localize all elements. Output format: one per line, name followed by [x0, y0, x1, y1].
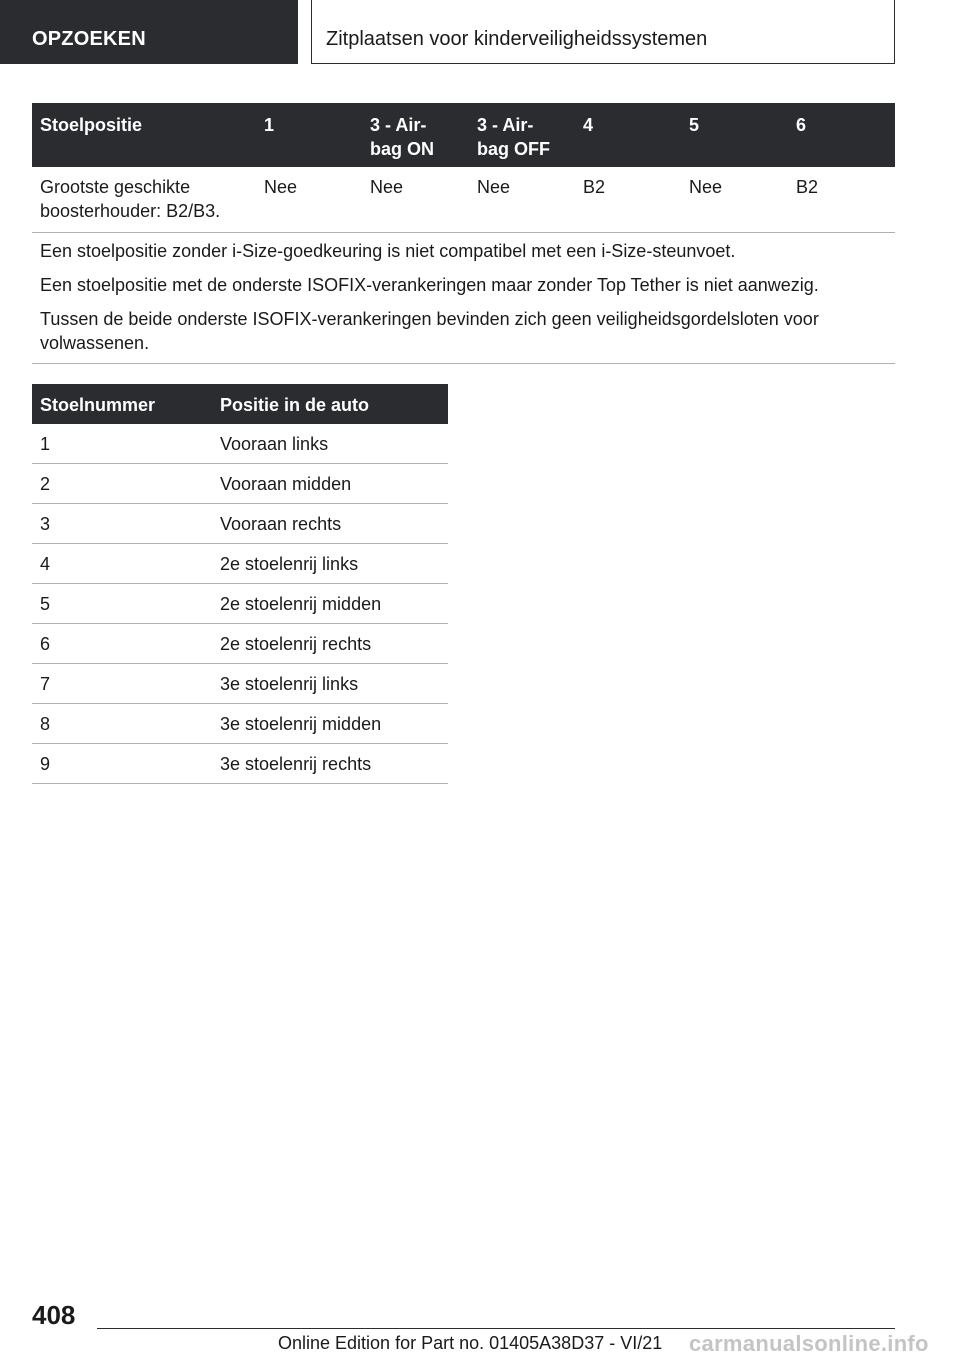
table-cell: 3e stoelenrij rechts: [212, 744, 448, 784]
table-row: [32, 744, 448, 784]
table-row: [32, 544, 448, 584]
header-cell: 3 - Air- bag ON: [362, 103, 469, 167]
table-cell: B2: [575, 167, 681, 233]
table-row: [32, 704, 448, 744]
table-cell: 2: [32, 464, 212, 504]
table-cell: 5: [32, 584, 212, 624]
edition-text: Online Edition for Part no. 01405A38D37 - VI/21: [278, 1333, 663, 1353]
table-cell: 3e stoelenrij links: [212, 664, 448, 704]
table-row: [32, 167, 895, 233]
header-cell: Stoelnummer: [32, 384, 212, 424]
table-cell: Nee: [362, 167, 469, 233]
table-cell: 7: [32, 664, 212, 704]
table-cell: 2e stoelenrij midden: [212, 584, 448, 624]
table-cell: Vooraan links: [212, 424, 448, 464]
table-cell: 4: [32, 544, 212, 584]
table-cell: Nee: [681, 167, 788, 233]
table-row: [32, 624, 448, 664]
table-cell: Vooraan midden: [212, 464, 448, 504]
table-row: [32, 464, 448, 504]
table-cell: 2e stoelenrij rechts: [212, 624, 448, 664]
note-text: Een stoelpositie met de onderste ISOFIX-verankeringen maar zonder Top Tether is niet aanwezig.: [40, 275, 819, 295]
table-cell: Nee: [469, 167, 575, 233]
table-cell: 3e stoelenrij midden: [212, 704, 448, 744]
header-cell: Positie in de auto: [212, 384, 448, 424]
header-cell: 6: [788, 103, 895, 167]
table-row: [32, 424, 448, 464]
header-cell: 5: [681, 103, 788, 167]
table-cell: 8: [32, 704, 212, 744]
table-cell: Vooraan rechts: [212, 504, 448, 544]
table-cell: Grootste geschikte boosterhouder: B2/B3.: [32, 167, 256, 233]
page-title: Zitplaatsen voor kinderveiligheidssystemen: [311, 0, 895, 64]
table-notes: [32, 233, 895, 364]
header-cell: Stoelpositie: [32, 103, 256, 167]
header-cell: 3 - Air- bag OFF: [469, 103, 575, 167]
footer-divider: [97, 1328, 895, 1329]
seat-number-table: [32, 384, 448, 784]
table-cell: 6: [32, 624, 212, 664]
table-header-row: [32, 384, 448, 424]
table-cell: B2: [788, 167, 895, 233]
header-cell: 1: [256, 103, 362, 167]
table-header-row: [32, 103, 895, 167]
table-cell: 3: [32, 504, 212, 544]
table-row: [32, 504, 448, 544]
table-row: [32, 584, 448, 624]
table-notes-row: [32, 233, 895, 364]
header-cell: 4: [575, 103, 681, 167]
note-text: Tussen de beide onderste ISOFIX-verankeringen bevinden zich geen veiligheidsgordelsloten voor volwassenen.: [40, 309, 819, 353]
watermark: carmanualsonline.info: [689, 1331, 929, 1356]
table-cell: 9: [32, 744, 212, 784]
section-tab: OPZOEKEN: [0, 0, 298, 64]
table-row: [32, 664, 448, 704]
note-text: Een stoelpositie zonder i-Size-goedkeuring is niet compatibel met een i-Size-steunvoet.: [40, 241, 736, 261]
table-cell: 2e stoelenrij links: [212, 544, 448, 584]
seat-position-table: [32, 103, 895, 364]
table-cell: Nee: [256, 167, 362, 233]
page-number: 408: [32, 1300, 76, 1330]
table-cell: 1: [32, 424, 212, 464]
